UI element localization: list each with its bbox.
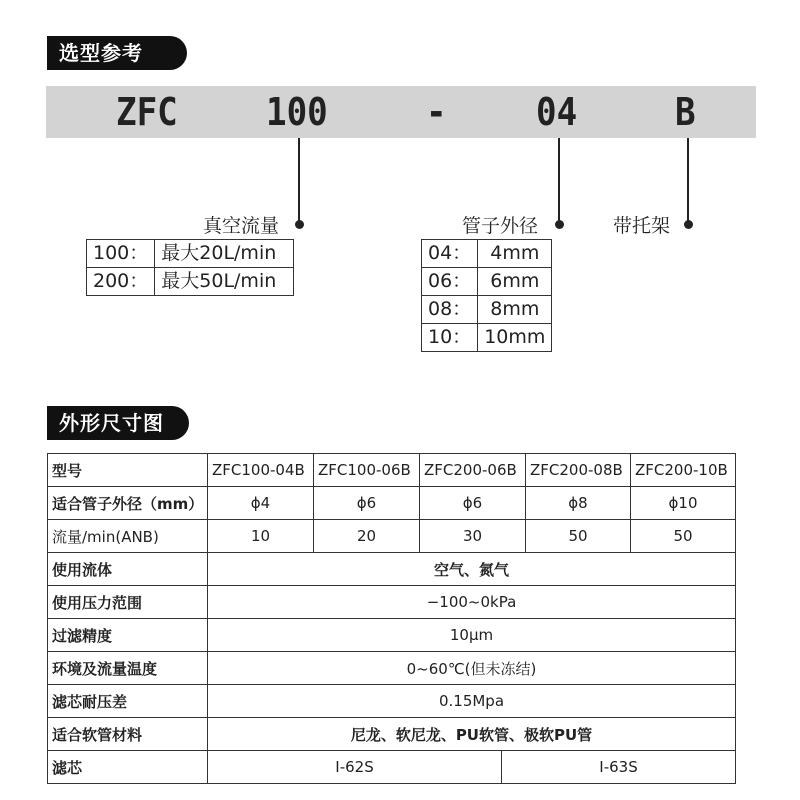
tube-option-key: 04： — [422, 240, 478, 268]
table-row — [48, 685, 736, 718]
table-cell: 10 — [208, 520, 314, 553]
flow-option-row — [87, 240, 294, 268]
table-cell: 10μm — [208, 619, 736, 652]
table-cell: 30 — [420, 520, 526, 553]
tube-option-value: 6mm — [478, 268, 552, 296]
table-cell: ϕ6 — [314, 487, 420, 520]
spec-table — [47, 453, 736, 784]
code-part-flow: 100 — [266, 90, 328, 134]
leader-line-bracket — [687, 138, 689, 226]
leader-line-flow — [298, 138, 300, 226]
tube-option-value: 8mm — [478, 296, 552, 324]
element-value: I-62S — [208, 751, 502, 783]
table-cell: 尼龙、软尼龙、PU软管、极软PU管 — [208, 718, 736, 751]
model-cell: ZFC200-10B — [631, 454, 736, 487]
row-header: 适合管子外径（mm） — [48, 487, 208, 520]
row-header: 滤芯 — [48, 751, 208, 784]
tube-option-row — [422, 324, 552, 352]
code-part-tube: 04 — [536, 90, 578, 134]
table-row — [48, 487, 736, 520]
row-header: 滤芯耐压差 — [48, 685, 208, 718]
table-cell: 50 — [631, 520, 736, 553]
tube-option-value: 10mm — [478, 324, 552, 352]
table-cell: 0.15Mpa — [208, 685, 736, 718]
tube-option-row — [422, 268, 552, 296]
tube-options-table — [421, 239, 552, 352]
tube-option-row — [422, 240, 552, 268]
table-cell: ϕ10 — [631, 487, 736, 520]
table-cell: ϕ6 — [420, 487, 526, 520]
model-cell: ZFC100-04B — [208, 454, 314, 487]
table-row — [48, 454, 736, 487]
row-header: 使用流体 — [48, 553, 208, 586]
table-row — [48, 751, 736, 784]
table-cell: 50 — [526, 520, 631, 553]
row-header: 过滤精度 — [48, 619, 208, 652]
model-cell: ZFC200-08B — [526, 454, 631, 487]
row-header: 型号 — [48, 454, 208, 487]
flow-option-row — [87, 268, 294, 296]
model-cell: ZFC200-06B — [420, 454, 526, 487]
flow-option-value: 最大20L/min — [155, 240, 294, 268]
tube-option-key: 10： — [422, 324, 478, 352]
row-header: 适合软管材料 — [48, 718, 208, 751]
element-value: I-63S — [599, 758, 638, 776]
table-cell: ϕ4 — [208, 487, 314, 520]
bracket-label: 带托架 — [613, 215, 671, 237]
flow-label: 真空流量 — [203, 215, 280, 237]
table-row — [48, 652, 736, 685]
tube-option-key: 08： — [422, 296, 478, 324]
leader-dot-bracket — [684, 220, 693, 229]
flow-option-key: 100： — [87, 240, 155, 268]
row-header: 流量/min(ANB) — [48, 520, 208, 553]
table-cell: 0~60℃(但未冻结) — [208, 652, 736, 685]
leader-line-tube — [558, 138, 560, 226]
leader-dot-flow — [295, 220, 304, 229]
table-row — [48, 520, 736, 553]
code-part-series: ZFC — [116, 90, 178, 134]
tube-option-value: 4mm — [478, 240, 552, 268]
section-title-dimensions: 外形尺寸图 — [47, 406, 189, 440]
code-part-dash: - — [426, 90, 447, 134]
code-part-bracket: B — [675, 90, 696, 134]
table-cell: ϕ8 — [526, 487, 631, 520]
table-row — [48, 586, 736, 619]
row-header: 使用压力范围 — [48, 586, 208, 619]
table-cell: 空气、氮气 — [208, 553, 736, 586]
flow-options-table — [86, 239, 294, 296]
flow-option-value: 最大50L/min — [155, 268, 294, 296]
element-cell — [208, 751, 736, 784]
table-row — [48, 553, 736, 586]
table-row — [48, 718, 736, 751]
row-header: 环境及流量温度 — [48, 652, 208, 685]
model-code-bar — [46, 86, 756, 138]
tube-option-row — [422, 296, 552, 324]
tube-option-key: 06： — [422, 268, 478, 296]
table-cell: 20 — [314, 520, 420, 553]
table-row — [48, 619, 736, 652]
section-title-selection: 选型参考 — [47, 36, 187, 70]
model-cell: ZFC100-06B — [314, 454, 420, 487]
table-cell: −100~0kPa — [208, 586, 736, 619]
flow-option-key: 200： — [87, 268, 155, 296]
tube-label: 管子外径 — [462, 215, 539, 237]
leader-dot-tube — [555, 220, 564, 229]
